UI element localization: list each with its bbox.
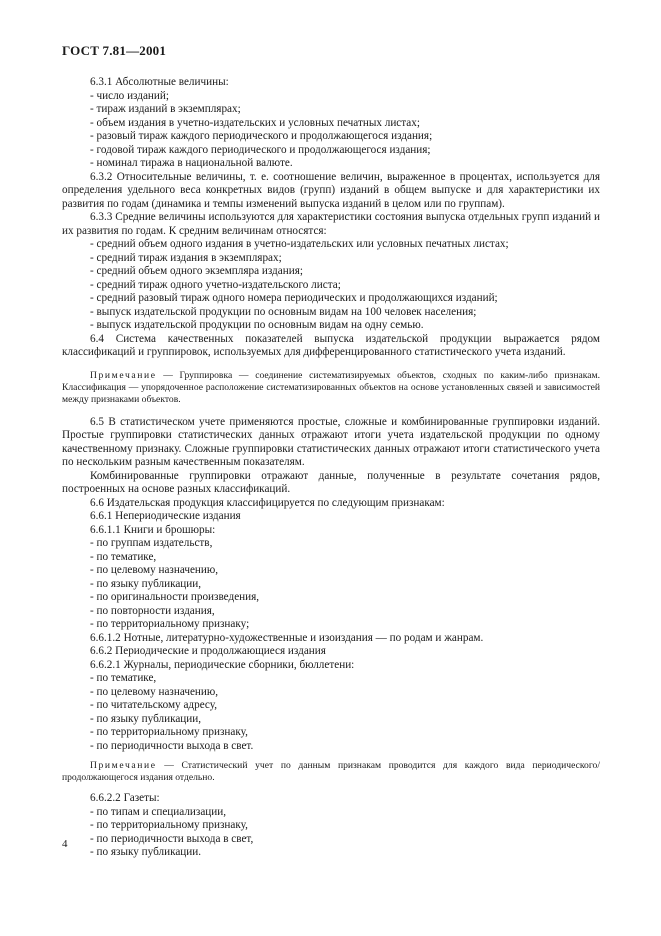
sec-6-6-paragraph: 6.6 Издательская продукция классифицируется по следующим признакам: [90, 496, 445, 509]
list-item: - разовый тираж каждого периодического и продолжающегося издания; [90, 130, 433, 142]
list-item: - по периодичности выхода в свет. [90, 739, 254, 752]
list-item: - по языку публикации. [90, 846, 202, 859]
list-item: - по читательскому адресу, [90, 699, 218, 712]
sec-6-6-1-1-heading: 6.6.1.1 Книги и брошюры: [90, 523, 216, 536]
list-item: - по оригинальности произведения, [90, 591, 260, 604]
sec-6-3-3-paragraph: 6.3.3 Средние величины используются для характеристики состояния выпуска отдельных групп изданий и их развития по годам. К средним величинам относятся: [62, 211, 600, 237]
list-item: - по территориальному признаку; [90, 618, 250, 631]
list-item: - по языку публикации, [90, 577, 202, 590]
sec-6-4-paragraph: 6.4 Система качественных показателей выпуска издательской продукции выражается рядом классификаций и группировок, используемых для дифференцированного статистического учета изданий. [62, 332, 600, 358]
sec-6-6-2-1-heading: 6.6.2.1 Журналы, периодические сборники, бюллетени: [90, 658, 355, 671]
sec-6-5-paragraph: 6.5 В статистическом учете применяются простые, сложные и комбинированные группировки изданий. Простые группировки статистических данных отражают итоги учета издательской продукции по одному качественному признаку. Сложные группировки статистических данных отражают итоги статистического учета по нескольким разным качественным показателям. [62, 415, 600, 469]
list-item: - по группам издательств, [90, 537, 213, 550]
note-label: Примечание [90, 760, 157, 772]
note-text: — Группировка — соединение систематизируемых объектов, сходных по каким-либо признакам. Классификация — упорядоченное расположение систематизированных объектов на основе установленных связей и зависимостей между признаками объектов. [62, 369, 600, 405]
list-item: - число изданий; [90, 89, 170, 102]
sec-6-3-2-paragraph: 6.3.2 Относительные величины, т. е. соотношение величин, выраженное в процентах, используется для определения удельного веса конкретных видов (групп) изданий в общем выпуске и для характеристики их развития по годам (динамика и темпы изменений выпуска изданий в целом или по группам). [62, 170, 600, 210]
sec-6-6-1-1-list [62, 537, 600, 632]
sec-6-6-2-2-heading: 6.6.2.2 Газеты: [90, 792, 160, 805]
list-item: - выпуск издательской продукции по основным видам на 100 человек населения; [90, 305, 477, 318]
list-item: - средний тираж издания в экземплярах; [90, 251, 282, 264]
list-item: - по периодичности выхода в свет, [90, 832, 254, 845]
note-1 [62, 370, 600, 406]
list-item: - по тематике, [90, 550, 157, 563]
sec-6-5-paragraph-2: Комбинированные группировки отражают данные, полученные в результате сочетания рядов, построенных на основе разных классификаций. [62, 469, 600, 496]
note-2 [62, 760, 600, 784]
list-item: - по целевому назначению, [90, 685, 219, 698]
sec-6-6-1-heading: 6.6.1 Непериодические издания [90, 510, 241, 523]
note-text: — Статистический учет по данным признакам проводится для каждого вида периодического/продолжающегося издания отдельно. [62, 760, 600, 784]
list-item: - по тематике, [90, 672, 157, 685]
sec-6-3-1-list [62, 90, 600, 171]
list-item: - средний объем одного экземпляра издания; [90, 265, 303, 277]
list-item: - выпуск издательской продукции по основным видам на одну семью. [90, 319, 424, 331]
note-label: Примечание [90, 369, 157, 381]
list-item: - по типам и специализации, [90, 805, 227, 818]
sec-6-6-2-2-list [62, 806, 600, 860]
list-item: - средний тираж одного учетно-издательского листа; [90, 278, 341, 291]
list-item: - объем издания в учетно-издательских и условных печатных листах; [90, 116, 420, 129]
sec-6-3-3-list [62, 238, 600, 333]
list-item: - годовой тираж каждого периодического и продолжающегося издания; [90, 143, 431, 156]
sec-6-6-1-2-paragraph: 6.6.1.2 Нотные, литературно-художественные и изоиздания — по родам и жанрам. [90, 631, 484, 644]
document-header: ГОСТ 7.81—2001 [62, 43, 167, 58]
list-item: - тираж изданий в экземплярах; [90, 103, 241, 115]
list-item: - по языку публикации, [90, 712, 202, 725]
sec-6-6-2-1-list [62, 672, 600, 753]
list-item: - по повторности издания, [90, 604, 215, 617]
document-body [62, 76, 600, 860]
sec-6-3-1-heading: 6.3.1 Абсолютные величины: [90, 76, 229, 88]
page-number: 4 [62, 838, 68, 850]
list-item: - по целевому назначению, [90, 564, 219, 577]
list-item: - номинал тиража в национальной валюте. [90, 157, 293, 169]
list-item: - по территориальному признаку, [90, 819, 248, 832]
sec-6-6-2-heading: 6.6.2 Периодические и продолжающиеся издания [90, 645, 326, 658]
list-item: - по территориальному признаку, [90, 726, 248, 739]
list-item: - средний разовый тираж одного номера периодических и продолжающихся изданий; [90, 292, 498, 304]
list-item: - средний объем одного издания в учетно-издательских или условных печатных листах; [90, 238, 509, 250]
